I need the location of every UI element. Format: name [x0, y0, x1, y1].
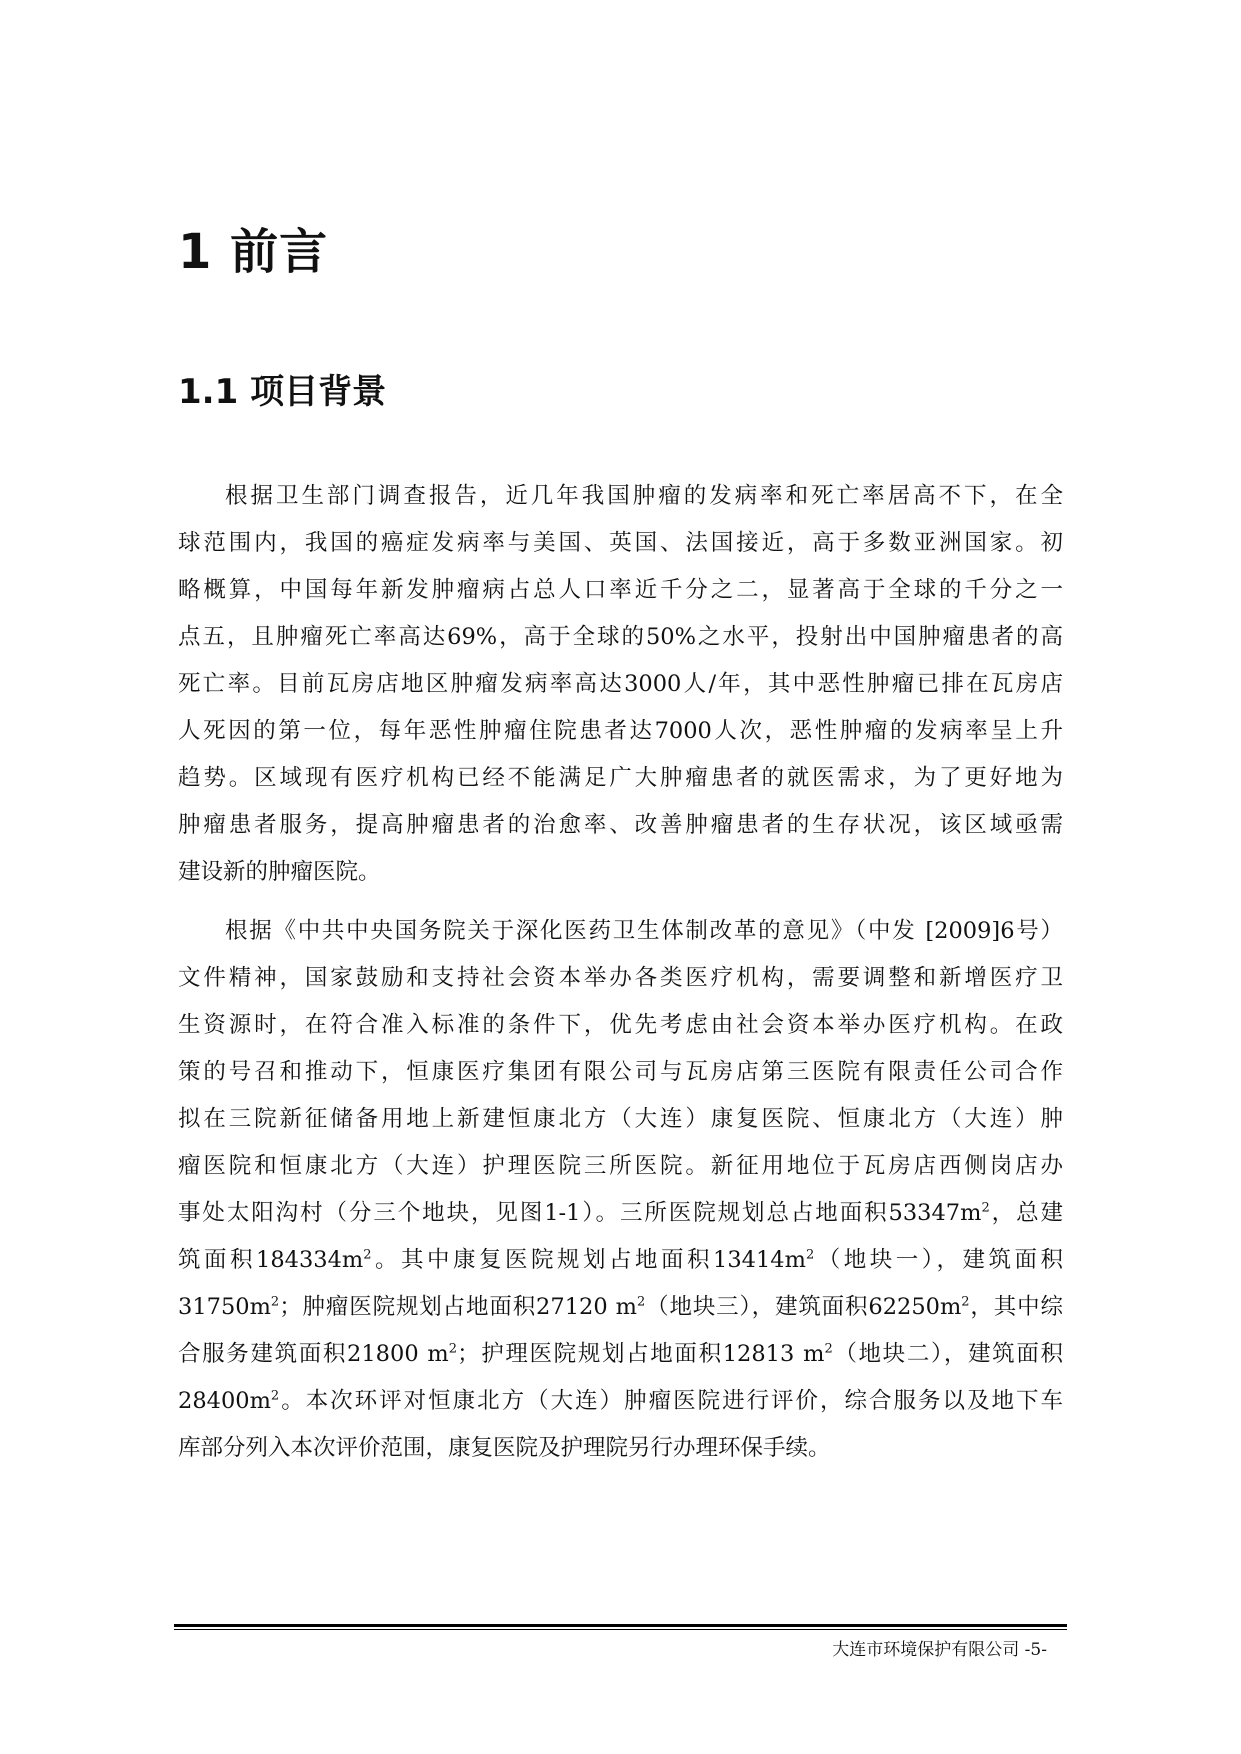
- paragraph-line: [178, 1378, 1063, 1425]
- text-run: 28400m: [178, 1388, 271, 1414]
- superscript: 2: [981, 1200, 990, 1216]
- superscript: 2: [961, 1294, 970, 1310]
- text-run: ，总建: [989, 1200, 1063, 1226]
- text-run: （地块三），建筑面积62250m: [645, 1294, 962, 1320]
- paragraph-line: 略概算，中国每年新发肿瘤病占总人口率近千分之二，显著高于全球的千分之一: [178, 577, 1063, 603]
- superscript: 2: [363, 1247, 372, 1263]
- chapter-title: 1 前言: [178, 224, 329, 280]
- paragraph-line: 库部分列入本次评价范围，康复医院及护理院另行办理环保手续。: [178, 1435, 831, 1461]
- paragraph-line: 生资源时，在符合准入标准的条件下，优先考虑由社会资本举办医疗机构。在政: [178, 1012, 1063, 1038]
- text-run: ；护理医院规划占地面积12813 m: [457, 1341, 825, 1367]
- text-run: 筑面积184334m: [178, 1247, 364, 1273]
- paragraph-line: 瘤医院和恒康北方（大连）护理医院三所医院。新征用地位于瓦房店西侧岗店办: [178, 1153, 1063, 1179]
- footer-rule-thin: [174, 1629, 1067, 1630]
- text-run: 合服务建筑面积21800 m: [178, 1341, 449, 1367]
- superscript: 2: [448, 1341, 458, 1357]
- paragraph-2: [178, 908, 1063, 1472]
- text-run: ，其中综: [969, 1294, 1063, 1320]
- paragraph-line: 建设新的肿瘤医院。: [178, 859, 381, 885]
- paragraph-1: [178, 473, 1063, 896]
- text-run: 。本次环评对恒康北方（大连）肿瘤医院进行评价，综合服务以及地下车: [279, 1388, 1063, 1414]
- superscript: 2: [636, 1294, 646, 1310]
- paragraph-line: 根据《中共中央国务院关于深化医药卫生体制改革的意见》（中发 [2009]6号）: [225, 918, 1063, 944]
- section-title: 1.1 项目背景: [178, 372, 387, 412]
- footer-company-page: 大连市环境保护有限公司 -5-: [832, 1640, 1047, 1660]
- paragraph-line: 肿瘤患者服务，提高肿瘤患者的治愈率、改善肿瘤患者的生存状况，该区域亟需: [178, 812, 1063, 838]
- paragraph-line: [178, 1237, 1063, 1284]
- paragraph-line: 根据卫生部门调查报告，近几年我国肿瘤的发病率和死亡率居高不下，在全: [225, 483, 1063, 509]
- text-run: （地块一），建筑面积: [814, 1247, 1063, 1273]
- paragraph-line: 球范围内，我国的癌症发病率与美国、英国、法国接近，高于多数亚洲国家。初: [178, 530, 1063, 556]
- paragraph-line: 趋势。区域现有医疗机构已经不能满足广大肿瘤患者的就医需求，为了更好地为: [178, 765, 1063, 791]
- paragraph-line: [178, 1190, 1063, 1237]
- superscript: 2: [805, 1247, 815, 1263]
- paragraph-line: 文件精神，国家鼓励和支持社会资本举办各类医疗机构，需要调整和新增医疗卫: [178, 965, 1063, 991]
- text-run: ；肿瘤医院规划占地面积27120 m: [279, 1294, 637, 1320]
- superscript: 2: [270, 1388, 280, 1404]
- paragraph-line: 点五，且肿瘤死亡率高达69%，高于全球的50%之水平，投射出中国肿瘤患者的高: [178, 624, 1063, 650]
- paragraph-line: [178, 1331, 1063, 1378]
- text-run: 31750m: [178, 1294, 271, 1320]
- superscript: 2: [270, 1294, 280, 1310]
- text-run: 事处太阳沟村（分三个地块，见图1-1）。三所医院规划总占地面积53347m: [178, 1200, 982, 1226]
- paragraph-line: 人死因的第一位，每年恶性肿瘤住院患者达7000人次，恶性肿瘤的发病率呈上升: [178, 718, 1063, 744]
- paragraph-line: [178, 1284, 1063, 1331]
- paragraph-line: 拟在三院新征储备用地上新建恒康北方（大连）康复医院、恒康北方（大连）肿: [178, 1106, 1063, 1132]
- text-run: 。其中康复医院规划占地面积13414m: [371, 1247, 806, 1273]
- superscript: 2: [824, 1341, 833, 1357]
- footer-rule-thick: [174, 1624, 1067, 1627]
- paragraph-line: 策的号召和推动下，恒康医疗集团有限公司与瓦房店第三医院有限责任公司合作: [178, 1059, 1063, 1085]
- paragraph-line: 死亡率。目前瓦房店地区肿瘤发病率高达3000人/年，其中恶性肿瘤已排在瓦房店: [178, 671, 1063, 697]
- text-run: （地块二），建筑面积: [832, 1341, 1063, 1367]
